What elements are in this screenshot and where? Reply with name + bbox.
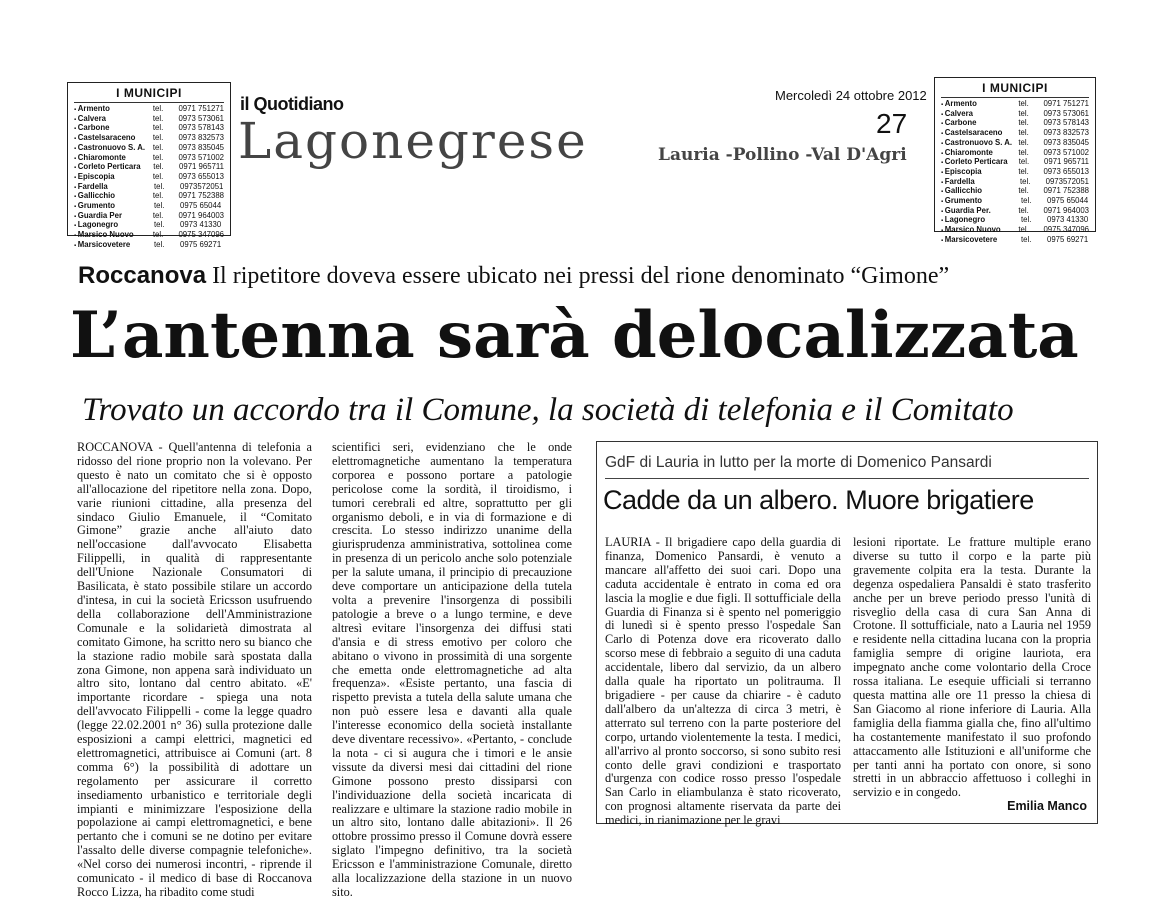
municipio-tel-label: tel. <box>1018 128 1029 138</box>
article-kicker <box>78 262 949 290</box>
municipio-name: ▪ Marsicovetere <box>941 236 1021 246</box>
municipio-phone: 0975 69271 <box>1047 234 1089 244</box>
municipio-phone: 0973572051 <box>180 181 224 191</box>
municipio-name: ▪ Corleto Perticara <box>74 163 153 173</box>
municipio-tel-label: tel. <box>1018 205 1029 215</box>
municipio-name: ▪ Corleto Perticara <box>941 158 1019 168</box>
municipio-tel-label: tel. <box>153 162 164 172</box>
municipio-tel-label: tel. <box>154 239 165 249</box>
box-headline: Cadde da un albero. Muore brigatiere <box>603 485 1034 515</box>
municipio-phone: 0973 571002 <box>178 152 224 162</box>
section-title: Lagonegrese <box>238 112 588 170</box>
municipio-tel-label: tel. <box>154 220 165 230</box>
municipio-name: ▪ Castelsaraceno <box>941 129 1018 139</box>
municipio-tel-label: tel. <box>1018 118 1029 128</box>
municipio-tel-label: tel. <box>1018 108 1029 118</box>
municipi-list-right <box>941 100 1089 246</box>
sub-headline: Trovato un accordo tra il Comune, la società di telefonia e il Comitato <box>82 392 1014 428</box>
municipio-name: ▪ Marsico Nuovo <box>74 231 153 241</box>
municipio-name: ▪ Castronuovo S. A. <box>74 144 153 154</box>
municipio-name: ▪ Gallicchio <box>941 187 1018 197</box>
municipio-name: ▪ Gallicchio <box>74 192 153 202</box>
municipio-name: ▪ Chiaromonte <box>74 154 153 164</box>
municipio-phone: 0973 832573 <box>178 133 224 143</box>
kicker-location: Roccanova <box>78 262 207 289</box>
municipio-phone: 0971 964003 <box>1043 205 1089 215</box>
page-number: 27 <box>876 108 908 139</box>
municipio-tel-label: tel. <box>1018 147 1029 157</box>
issue-date: Mercoledì 24 ottobre 2012 <box>775 88 927 103</box>
municipio-phone: 0975 69271 <box>180 239 222 249</box>
municipio-tel-label: tel. <box>1021 215 1032 225</box>
municipio-tel-label: tel. <box>1018 186 1029 196</box>
municipio-phone: 0973 832573 <box>1043 128 1089 138</box>
municipi-title-left: I MUNICIPI <box>74 86 224 103</box>
municipio-phone: 0973 41330 <box>180 220 222 230</box>
municipio-phone: 0971 752388 <box>1043 186 1089 196</box>
municipi-title-right: I MUNICIPI <box>941 81 1089 98</box>
box-column-1: LAURIA - Il brigadiere capo della guardia di finanza, Domenico Pansardi, è venuto a mancare all'affetto dei suoi cari. Dopo una caduta accidentale è entrato in coma ed ora lascia la moglie e due figli. Il sottufficiale della Guardia di Finanza si è spento nel pomeriggio di lunedì si è spento presso l'ospedale San Carlo di Potenza dove era ricoverato dallo scorso mese di febbraio a seguito di una caduta accidentale, libero dal servizio, da un albero dalla quale ha riportato un politrauma. Il brigadiere - per cause da chiarire - è caduto dall'albero da un'altezza di circa 3 metri, è atterrato sul terreno con la parte posteriore del corpo, urtando violentemente la testa. I medici, all'arrivo al pronto soccorso, si sono subito resi conto delle gravi condizioni e trasportato d'urgenza con codice rosso presso l'ospedale San Carlo in eliambulanza è stato ricoverato, con prognosi altamente riservata da parte dei medici, in rianimazione per le gravi <box>605 535 841 828</box>
municipio-phone: 0971 965711 <box>179 162 224 172</box>
municipio-tel-label: tel. <box>1019 176 1031 186</box>
municipio-tel-label: tel. <box>152 210 164 220</box>
municipio-phone: 0973 835045 <box>178 142 224 152</box>
municipio-phone: 0973 578143 <box>178 123 224 133</box>
municipio-name: ▪ Grumento <box>941 197 1021 207</box>
municipio-row <box>74 241 224 251</box>
municipio-phone: 0973 835045 <box>1043 137 1089 147</box>
municipio-phone: 0971 751271 <box>1043 99 1089 108</box>
municipio-phone: 0973 655013 <box>1043 166 1089 176</box>
municipio-tel-label: tel. <box>152 171 164 181</box>
municipio-name: ▪ Grumento <box>74 202 154 212</box>
municipi-box-left <box>67 82 231 249</box>
municipio-name: ▪ Episcopia <box>74 173 153 183</box>
municipio-tel-label: tel. <box>152 142 164 152</box>
municipio-name: ▪ Guardia Per <box>74 212 153 222</box>
municipio-tel-label: tel. <box>152 230 164 240</box>
municipio-tel-label: tel. <box>1018 166 1029 176</box>
municipio-phone: 0975 347096 <box>178 230 224 240</box>
municipio-phone: 0975 65044 <box>180 201 222 211</box>
municipio-name: ▪ Carbone <box>941 119 1018 129</box>
municipio-name: ▪ Marsico Nuovo <box>941 226 1018 236</box>
box-divider <box>605 478 1089 479</box>
municipio-name: ▪ Calvera <box>74 115 153 125</box>
municipi-box-right <box>934 77 1096 244</box>
municipio-name: ▪ Armento <box>74 105 153 115</box>
municipio-name: ▪ Calvera <box>941 110 1018 120</box>
municipio-phone: 0973 571002 <box>1043 147 1089 157</box>
municipio-name: ▪ Castelsaraceno <box>74 134 153 144</box>
municipio-tel-label: tel. <box>152 123 164 133</box>
byline: Emilia Manco <box>1007 799 1087 813</box>
municipio-phone: 0973 655013 <box>178 171 224 181</box>
municipio-phone: 0971 751271 <box>178 104 224 113</box>
municipio-name: ▪ Armento <box>941 100 1018 110</box>
municipio-name: ▪ Lagonegro <box>74 221 154 231</box>
municipio-name: ▪ Fardella <box>74 183 154 193</box>
municipio-row <box>941 236 1089 246</box>
municipio-tel-label: tel. <box>152 152 164 162</box>
area-subtitle: Lauria -Pollino -Val D'Agri <box>658 145 907 165</box>
municipio-name: ▪ Chiaromonte <box>941 149 1018 159</box>
municipio-tel-label: tel. <box>152 113 164 123</box>
main-headline: L’antenna sarà delocalizzata <box>70 298 1079 373</box>
newspaper-logo: il Quotidiano <box>240 94 344 114</box>
municipio-tel-label: tel. <box>152 104 164 113</box>
municipio-tel-label: tel. <box>1021 234 1032 244</box>
municipio-name: ▪ Marsicovetere <box>74 241 154 251</box>
article-column-1: ROCCANOVA - Quell'antenna di telefonia a ridosso del rione proprio non la volevano. Per questo è nato un comitato che si è opposto all'allocazione del ripetitore nella zona. Dopo, varie riunioni cittadine, alla presenza del sindaco Giulio Emanuele, il “Comitato Gimone” grazie anche all'aiuto dato nell'occasione dall'avvocato Elisabetta Filippelli, in qualità di rappresentante dell'Unione Nazionale Consumatori di Basilicata, è stato possibile stilare un accordo d'intesa, in cui la società Ericsson usufruendo della collaborazione dell'Amministrazione Comunale e la solidarietà dimostrata al comitato Gimone, ha scritto nero su bianco che la stazione radio mobile sarà spostata dalla zona Gimone, non appena sarà individuato un altro sito, lontano dal centro abitato. «E' importante ricordare - spiega una nota dell'avvocato Filippelli - come la legge quadro (legge 22.02.2001 n° 36) sulla protezione dalle esposizioni a campi elettrici, magnetici ed elettromagnetici, attribuisce ai Comuni (art. 8 comma 6°) la possibilità di adottare un regolamento per assicurare il corretto insediamento urbanistico e territoriale degli impianti e minimizzare l'esposizione della popolazione ai campi elettromagnetici, e bene pertanto che i comuni se ne dotino per evitare l'assalto delle diverse compagnie telefoniche». «Nel corso dei numerosi incontri, - riprende il comunicato - il medico di base di Roccanova Rocco Lizza, ha ribadito come studi <box>77 440 312 899</box>
municipio-name: ▪ Carbone <box>74 124 153 134</box>
box-column-2: lesioni riportate. Le fratture multiple erano diverse su tutto il corpo e la parte più gravemente colpita era la testa. Durante la degenza ospedaliera Pansaldi è stato trasferito anche per un breve periodo presso l'unità di risveglio della casa di cura San Anna di Crotone. Il sottufficiale, nato a Lauria nel 1959 e residente nella cittadina lucana con la propria famiglia sempre di origine lauriota, era impegnato anche come volontario della Croce rossa italiana. Le esequie ufficiali si terranno questa mattina alle ore 11 presso la chiesa di San Giacomo al rione inferiore di Lauria. Alla famiglia della fiamma gialla che, fino all'ultimo ha costantemente manifestato il suo profondo attaccamento alle Istituzioni e all'uniforme che per tanti anni ha portato con onore, si sono stretti in un abbraccio affettuoso i colleghi in servizio e in congedo. <box>853 535 1091 800</box>
municipio-tel-label: tel. <box>1021 196 1032 206</box>
municipio-tel-label: tel. <box>1018 157 1030 167</box>
municipio-phone: 0971 965711 <box>1044 157 1089 167</box>
boxed-article <box>596 441 1098 828</box>
municipio-phone: 0973 578143 <box>1043 118 1089 128</box>
box-kicker: GdF di Lauria in lutto per la morte di Domenico Pansardi <box>605 454 992 471</box>
municipio-tel-label: tel. <box>1018 137 1029 147</box>
municipio-tel-label: tel. <box>1018 99 1029 108</box>
municipio-phone: 0973 41330 <box>1047 215 1089 225</box>
municipio-name: ▪ Castronuovo S. A. <box>941 139 1018 149</box>
article-column-2: scientifici seri, evidenziano che le onde elettromagnetiche aumentano la temperatura corporea e possono portare a patologie pericolose come la sordità, il tiroidismo, i tumori cerebrali ed altre, soprattutto per gli organismo deboli, e in via di formazione e di crescita. Lo stesso indirizzo unanime della giurisprudenza amministrativa, sottolinea come in presenza di un pericolo anche solo potenziale per la salute umana, il principio di precauzione deve comportare un anticipazione della tutela volta a prevenire l'insorgenza di possibili patologie a breve o a lungo termine, e deve altresì evitare l'insorgenza dei diffusi stati d'ansia e di stress emotivo per coloro che abitano o vivono in prossimità di una sorgente che emetta onde elettromagnetiche ad alta frequenza». «Esiste pertanto, una fascia di rispetto prevista a tutela della salute umana che non può essere lesa e davanti alla quale l'interesse economico della società installante deve diventare recessivo». «Pertanto, - conclude la nota - ci si augura che i timori e le ansie vissute da diversi mesi dai cittadini del rione Gimone possono presto dissiparsi con l'individuazione della società incaricata di realizzare e ultimare la stazione radio mobile in un altro sito, lontano dalle abitazioni». Il 26 ottobre prossimo presso il Comune dovrà essere siglato l'impegno definitivo, tra la società Ericsson e l'amministrazione Comunale, diretto alla localizzazione della stazione in un nuovo sito. <box>332 440 572 899</box>
municipio-tel-label: tel. <box>152 191 164 201</box>
municipio-phone: 0973572051 <box>1045 176 1089 186</box>
municipio-phone: 0971 752388 <box>178 191 224 201</box>
kicker-text: Il ripetitore doveva essere ubicato nei pressi del rione denominato “Gimone” <box>206 263 950 289</box>
municipio-tel-label: tel. <box>154 181 165 191</box>
municipio-phone: 0973 573061 <box>178 113 224 123</box>
municipio-name: ▪ Lagonegro <box>941 216 1021 226</box>
municipio-name: ▪ Fardella <box>941 178 1020 188</box>
municipio-tel-label: tel. <box>154 201 165 211</box>
municipio-phone: 0975 347096 <box>1043 225 1089 235</box>
municipio-phone: 0975 65044 <box>1047 196 1089 206</box>
municipi-list-left <box>74 105 224 251</box>
municipio-tel-label: tel. <box>152 133 164 143</box>
municipio-name: ▪ Guardia Per. <box>941 207 1018 217</box>
municipio-tel-label: tel. <box>1018 225 1029 235</box>
municipio-name: ▪ Episcopia <box>941 168 1018 178</box>
municipio-phone: 0973 573061 <box>1043 108 1089 118</box>
municipio-phone: 0971 964003 <box>178 210 224 220</box>
